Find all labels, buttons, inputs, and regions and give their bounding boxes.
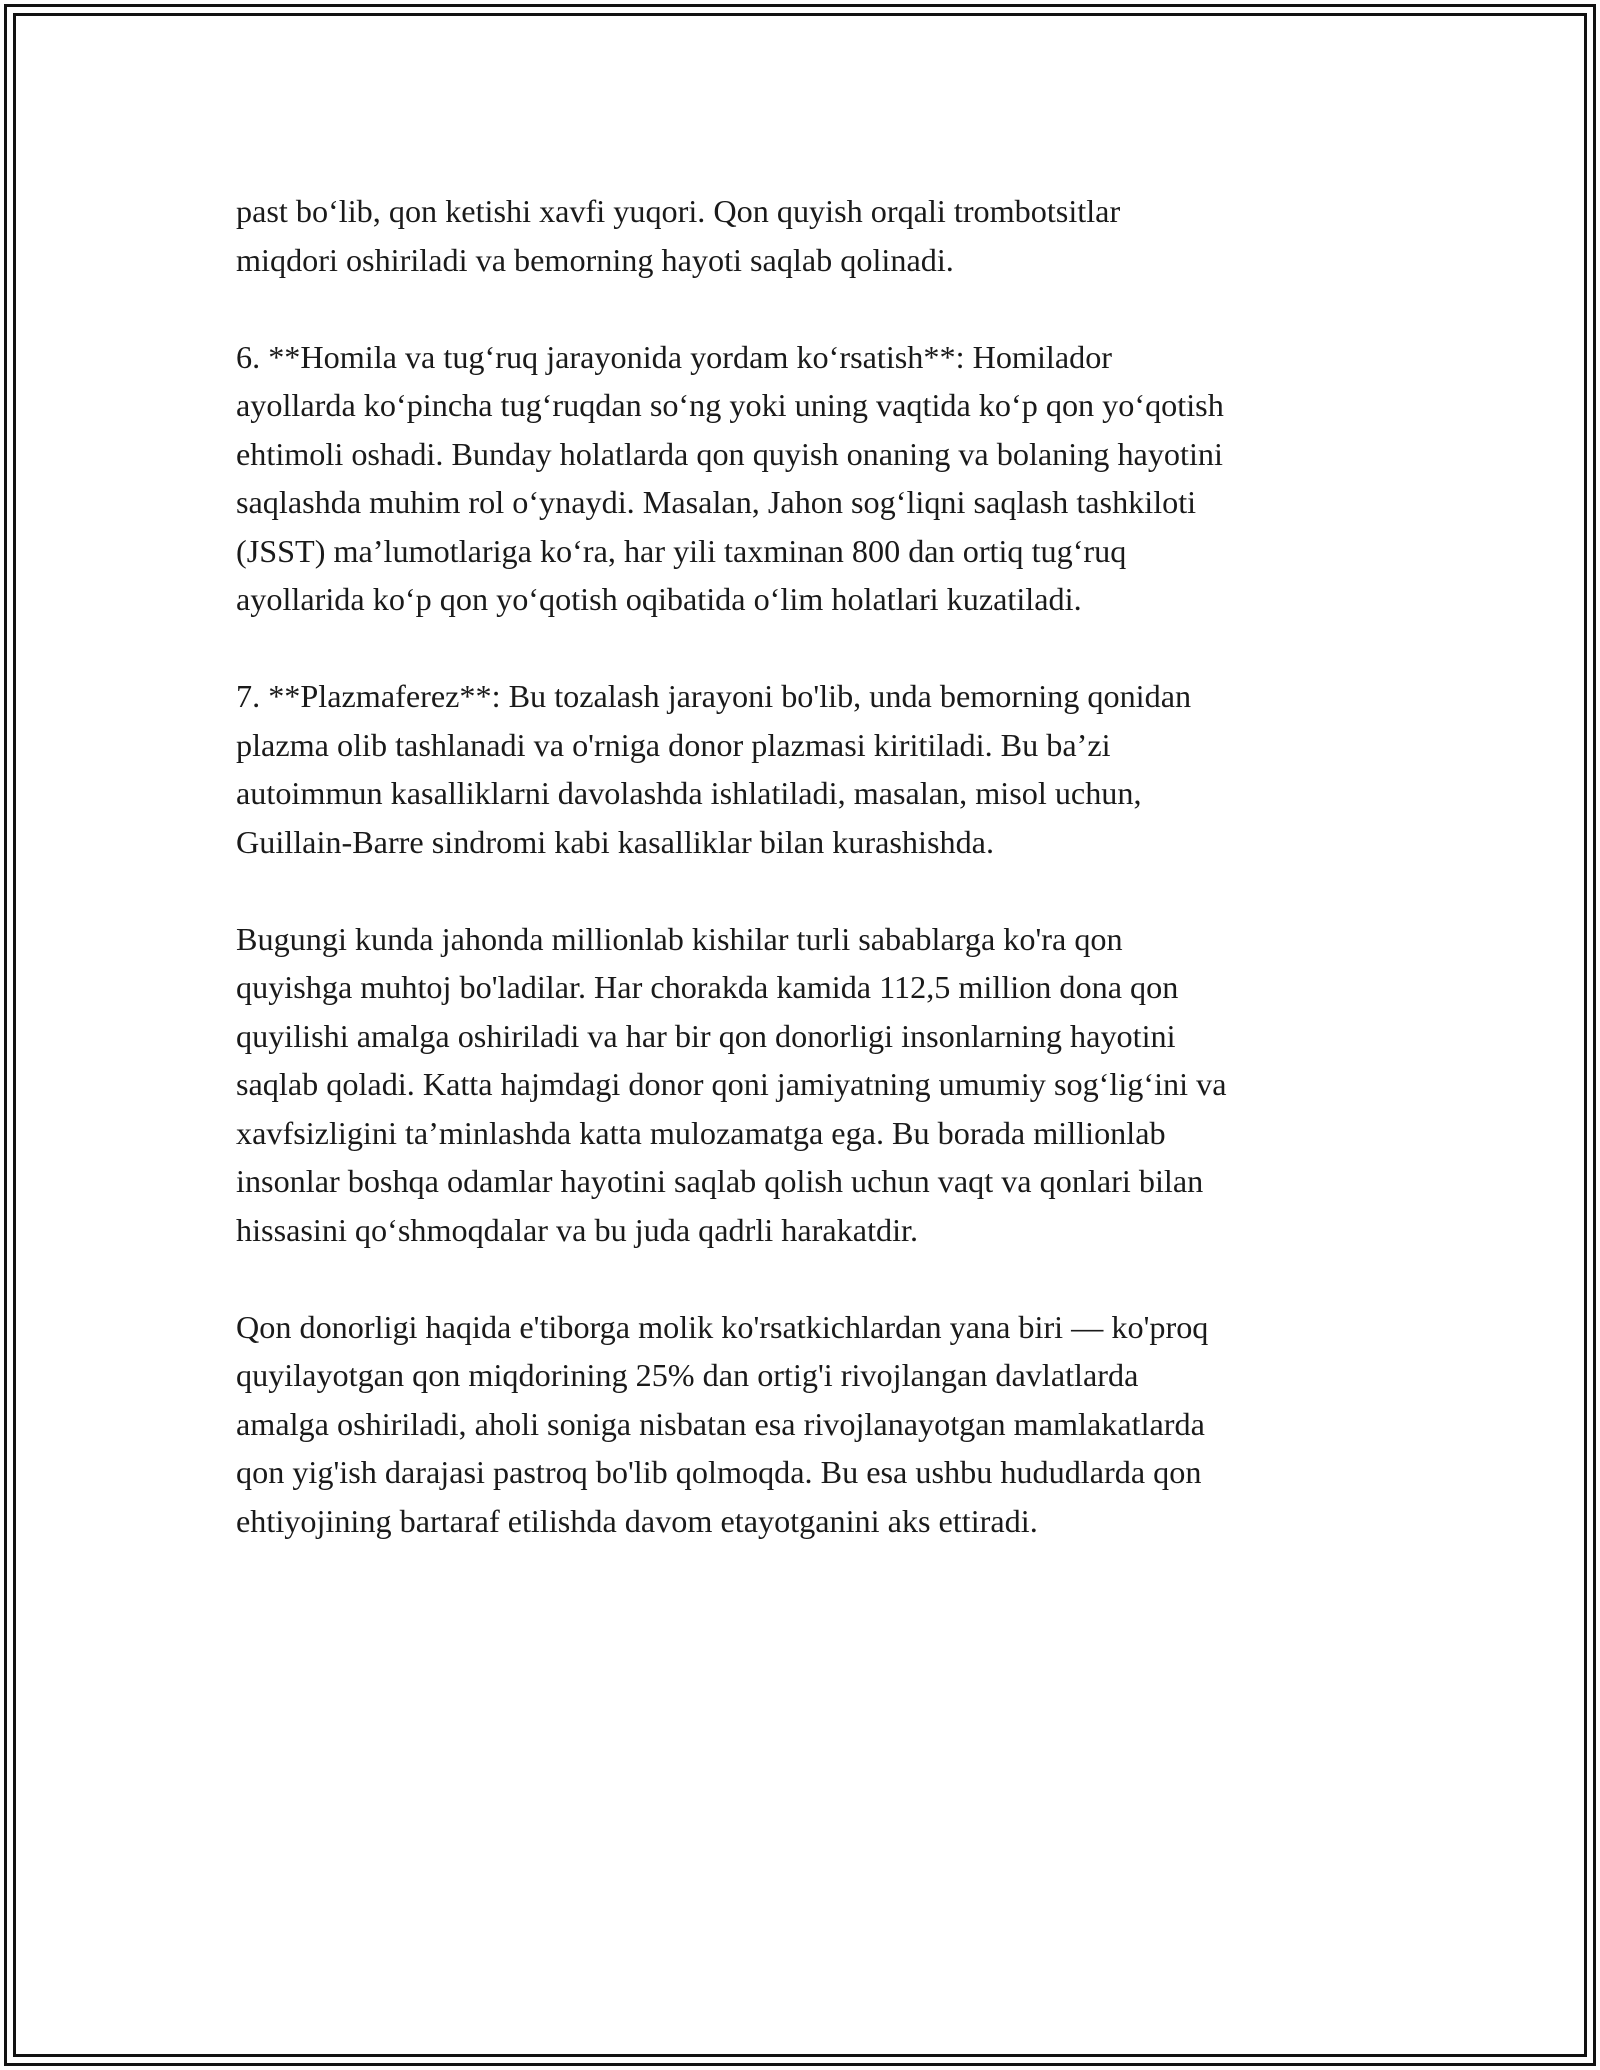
text-line: quyilayotgan qon miqdorining 25% dan ortig'i rivojlangan davlatlarda xyxy=(236,1357,1139,1393)
text-line: insonlar boshqa odamlar hayotini saqlab qolish uchun vaqt va qonlari bilan xyxy=(236,1163,1204,1199)
text-line: miqdori oshiriladi va bemorning hayoti saqlab qolinadi. xyxy=(236,241,954,278)
text-line: 7. **Plazmaferez**: Bu tozalash jarayoni bo'lib, unda bemorning qonidan xyxy=(236,678,1192,714)
text-line: plazma olib tashlanadi va o'rniga donor plazmasi kiritiladi. Bu ba’zi xyxy=(236,726,1111,763)
document-body xyxy=(236,187,1376,1594)
text-line: Guillain-Barre sindromi kabi kasalliklar bilan kurashishda. xyxy=(236,823,995,860)
paragraph-global-need xyxy=(236,915,1376,1255)
text-line: quyilishi amalga oshiriladi va har bir qon donorligi insonlarning hayotini xyxy=(236,1017,1176,1054)
text-line: ayollarida ko‘p qon yo‘qotish oqibatida o‘lim holatlari kuzatiladi. xyxy=(236,581,1082,617)
text-line: Qon donorligi haqida e'tiborga molik ko'rsatkichlardan yana biri — ko'proq xyxy=(236,1308,1209,1345)
text-line: xavfsizligini ta’minlashda katta mulozamatga ega. Bu borada millionlab xyxy=(236,1114,1166,1151)
text-line: hissasini qo‘shmoqdalar va bu juda qadrli harakatdir. xyxy=(236,1211,919,1248)
text-line: saqlashda muhim rol o‘ynaydi. Masalan, Jahon sog‘liqni saqlash tashkiloti xyxy=(236,484,1197,520)
text-line: (JSST) ma’lumotlariga ko‘ra, har yili taxminan 800 dan ortiq tug‘ruq xyxy=(236,532,1127,569)
text-line: ayollarda ko‘pincha tug‘ruqdan so‘ng yoki uning vaqtida ko‘p qon yo‘qotish xyxy=(236,387,1224,423)
text-line: Bugungi kunda jahonda millionlab kishilar turli sabablarga ko'ra qon xyxy=(236,920,1123,957)
text-line: amalga oshiriladi, aholi soniga nisbatan esa rivojlanayotgan mamlakatlarda xyxy=(236,1405,1205,1442)
text-line: ehtimoli oshadi. Bunday holatlarda qon quyish onaning va bolaning hayotini xyxy=(236,435,1223,472)
paragraph-platelets xyxy=(236,187,1376,284)
text-line: ehtiyojining bartaraf etilishda davom etayotganini aks ettiradi. xyxy=(236,1502,1038,1539)
text-line: qon yig'ish darajasi pastroq bo'lib qolmoqda. Bu esa ushbu hududlarda qon xyxy=(236,1454,1202,1490)
text-line: autoimmun kasalliklarni davolashda ishlatiladi, masalan, misol uchun, xyxy=(236,775,1142,811)
paragraph-pregnancy xyxy=(236,333,1376,624)
text-line: past bo‘lib, qon ketishi xavfi yuqori. Qon quyish orqali trombotsitlar xyxy=(236,193,1121,229)
paragraph-plasmapheresis xyxy=(236,672,1376,866)
text-line: saqlab qoladi. Katta hajmdagi donor qoni jamiyatning umumiy sog‘lig‘ini va xyxy=(236,1066,1227,1102)
paragraph-donation-statistics xyxy=(236,1303,1376,1546)
text-line: quyishga muhtoj bo'ladilar. Har chorakda kamida 112,5 million dona qon xyxy=(236,969,1179,1005)
text-line: 6. **Homila va tug‘ruq jarayonida yordam ko‘rsatish**: Homilador xyxy=(236,338,1113,375)
